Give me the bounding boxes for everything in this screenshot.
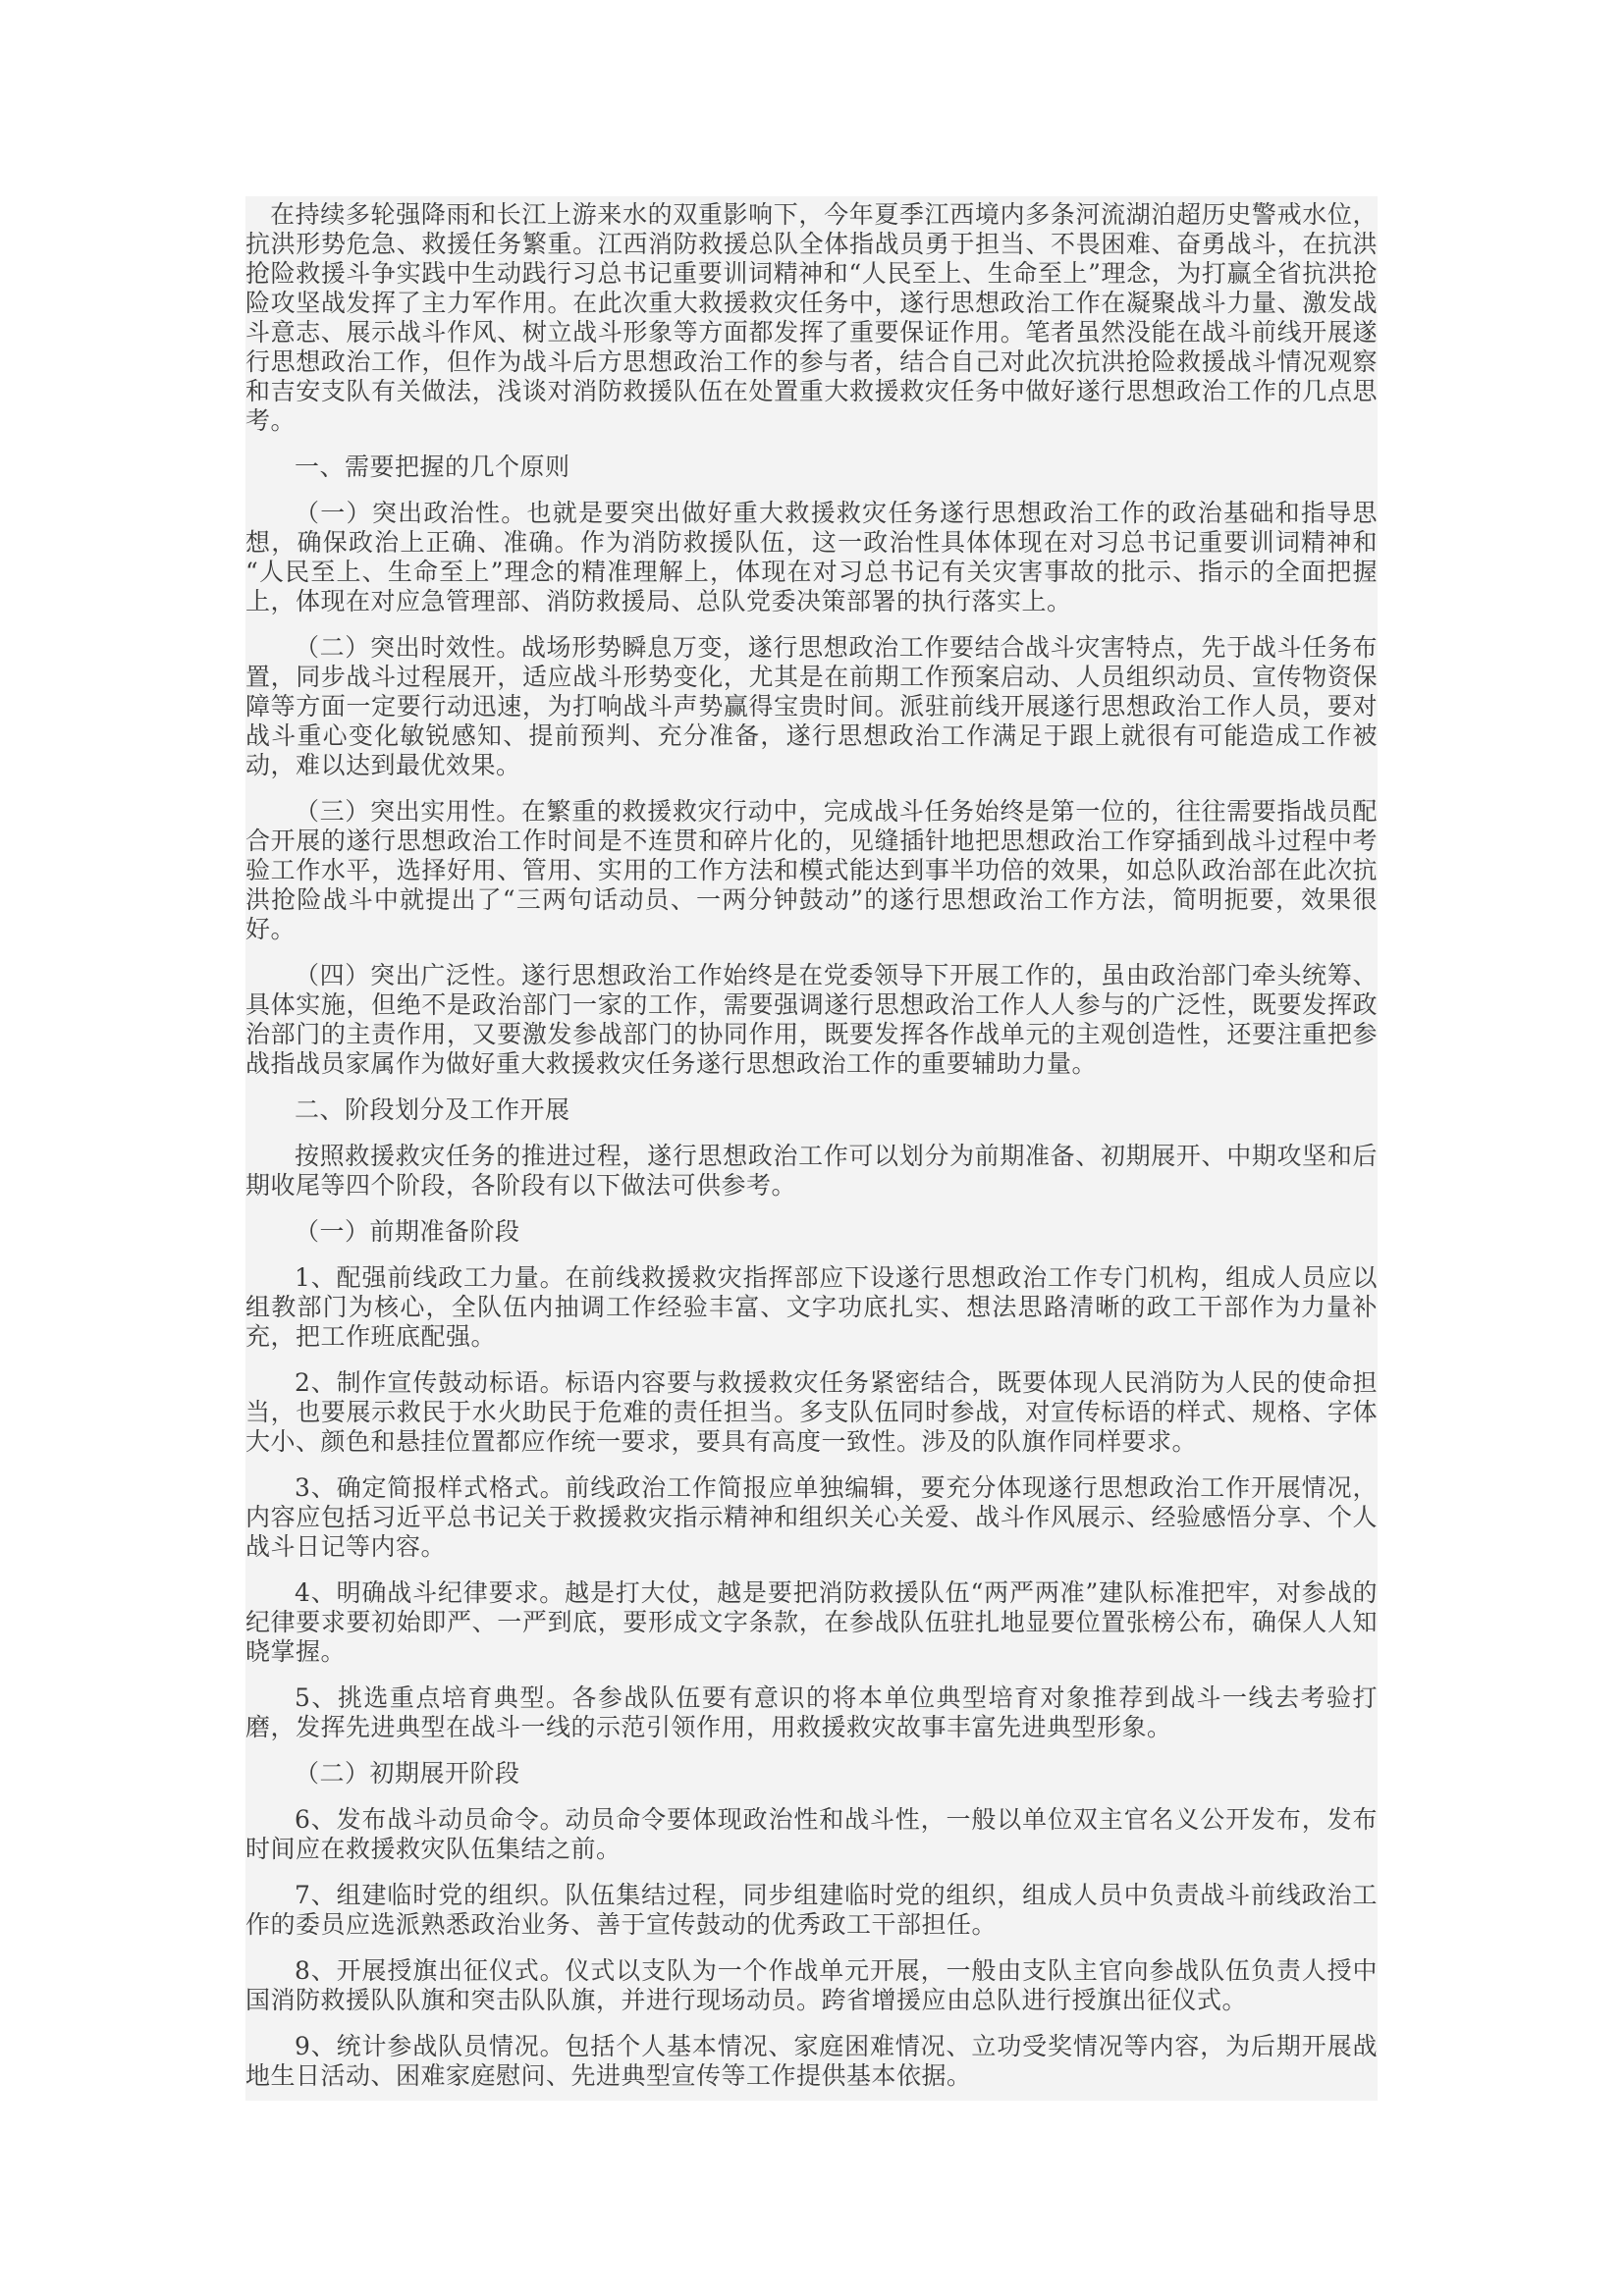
paragraph: 在持续多轮强降雨和长江上游来水的双重影响下，今年夏季江西境内多条河流湖泊超历史警戒水位，抗洪形势危急、救援任务繁重。江西消防救援总队全体指战员勇于担当、不畏困难、奋勇战斗，在抗洪抢险救援斗争实践中生动践行习总书记重要训词精神和“人民至上、生命至上”理念，为打赢全省抗洪抢险攻坚战发挥了主力军作用。在此次重大救援救灾任务中，遂行思想政治工作在凝聚战斗力量、激发战斗意志、展示战斗作风、树立战斗形象等方面都发挥了重要保证作用。笔者虽然没能在战斗前线开展遂行思想政治工作，但作为战斗后方思想政治工作的参与者，结合自己对此次抗洪抢险救援战斗情况观察和吉安支队有关做法，浅谈对消防救援队伍在处置重大救援救灾任务中做好遂行思想政治工作的几点思考。 — [245, 200, 1378, 435]
paragraph: 9、统计参战队员情况。包括个人基本情况、家庭困难情况、立功受奖情况等内容，为后期开展战地生日活动、困难家庭慰问、先进典型宣传等工作提供基本依据。 — [245, 2032, 1378, 2090]
article-body — [245, 196, 1378, 2101]
paragraph: 5、挑选重点培育典型。各参战队伍要有意识的将本单位典型培育对象推荐到战斗一线去考验打磨，发挥先进典型在战斗一线的示范引领作用，用救援救灾故事丰富先进典型形象。 — [245, 1683, 1378, 1741]
paragraph: 2、制作宣传鼓动标语。标语内容要与救援救灾任务紧密结合，既要体现人民消防为人民的使命担当，也要展示救民于水火助民于危难的责任担当。多支队伍同时参战，对宣传标语的样式、规格、字体大小、颜色和悬挂位置都应作统一要求，要具有高度一致性。涉及的队旗作同样要求。 — [245, 1368, 1378, 1456]
paragraph: 1、配强前线政工力量。在前线救援救灾指挥部应下设遂行思想政治工作专门机构，组成人员应以组教部门为核心，全队伍内抽调工作经验丰富、文字功底扎实、想法思路清晰的政工干部作为力量补充，把工作班底配强。 — [245, 1263, 1378, 1351]
paragraph: 7、组建临时党的组织。队伍集结过程，同步组建临时党的组织，组成人员中负责战斗前线政治工作的委员应选派熟悉政治业务、善于宣传鼓动的优秀政工干部担任。 — [245, 1881, 1378, 1939]
paragraph: 3、确定简报样式格式。前线政治工作简报应单独编辑，要充分体现遂行思想政治工作开展情况，内容应包括习近平总书记关于救援救灾指示精神和组织关心关爱、战斗作风展示、经验感悟分享、个人战斗日记等内容。 — [245, 1473, 1378, 1561]
paragraph: 6、发布战斗动员命令。动员命令要体现政治性和战斗性，一般以单位双主官名义公开发布，发布时间应在救援救灾队伍集结之前。 — [245, 1805, 1378, 1863]
section-heading: 二、阶段划分及工作开展 — [295, 1095, 570, 1124]
section-heading: （一）前期准备阶段 — [295, 1217, 520, 1246]
paragraph: 按照救援救灾任务的推进过程，遂行思想政治工作可以划分为前期准备、初期展开、中期攻坚和后期收尾等四个阶段，各阶段有以下做法可供参考。 — [245, 1142, 1378, 1200]
section-heading: 一、需要把握的几个原则 — [295, 453, 570, 481]
paragraph: 4、明确战斗纪律要求。越是打大仗，越是要把消防救援队伍“两严两准”建队标准把牢，对参战的纪律要求要初始即严、一严到底，要形成文字条款，在参战队伍驻扎地显要位置张榜公布，确保人人知晓掌握。 — [245, 1578, 1378, 1666]
paragraph: （三）突出实用性。在繁重的救援救灾行动中，完成战斗任务始终是第一位的，往往需要指战员配合开展的遂行思想政治工作时间是不连贯和碎片化的，见缝插针地把思想政治工作穿插到战斗过程中考验工作水平，选择好用、管用、实用的工作方法和模式能达到事半功倍的效果，如总队政治部在此次抗洪抢险战斗中就提出了“三两句话动员、一两分钟鼓动”的遂行思想政治工作方法，简明扼要，效果很好。 — [245, 797, 1378, 943]
section-heading: （二）初期展开阶段 — [295, 1759, 520, 1788]
paragraph: （四）突出广泛性。遂行思想政治工作始终是在党委领导下开展工作的，虽由政治部门牵头统筹、具体实施，但绝不是政治部门一家的工作，需要强调遂行思想政治工作人人参与的广泛性，既要发挥政治部门的主责作用，又要激发参战部门的协同作用，既要发挥各作战单元的主观创造性，还要注重把参战指战员家属作为做好重大救援救灾任务遂行思想政治工作的重要辅助力量。 — [245, 961, 1378, 1078]
paragraph: （二）突出时效性。战场形势瞬息万变，遂行思想政治工作要结合战斗灾害特点，先于战斗任务布置，同步战斗过程展开，适应战斗形势变化，尤其是在前期工作预案启动、人员组织动员、宣传物资保障等方面一定要行动迅速，为打响战斗声势赢得宝贵时间。派驻前线开展遂行思想政治工作人员，要对战斗重心变化敏锐感知、提前预判、充分准备，遂行思想政治工作满足于跟上就很有可能造成工作被动，难以达到最优效果。 — [245, 633, 1378, 779]
paragraph: （一）突出政治性。也就是要突出做好重大救援救灾任务遂行思想政治工作的政治基础和指导思想，确保政治上正确、准确。作为消防救援队伍，这一政治性具体体现在对习总书记重要训词精神和“人民至上、生命至上”理念的精准理解上，体现在对习总书记有关灾害事故的批示、指示的全面把握上，体现在对应急管理部、消防救援局、总队党委决策部署的执行落实上。 — [245, 499, 1378, 615]
paragraph: 8、开展授旗出征仪式。仪式以支队为一个作战单元开展，一般由支队主官向参战队伍负责人授中国消防救援队队旗和突击队队旗，并进行现场动员。跨省增援应由总队进行授旗出征仪式。 — [245, 1956, 1378, 2014]
